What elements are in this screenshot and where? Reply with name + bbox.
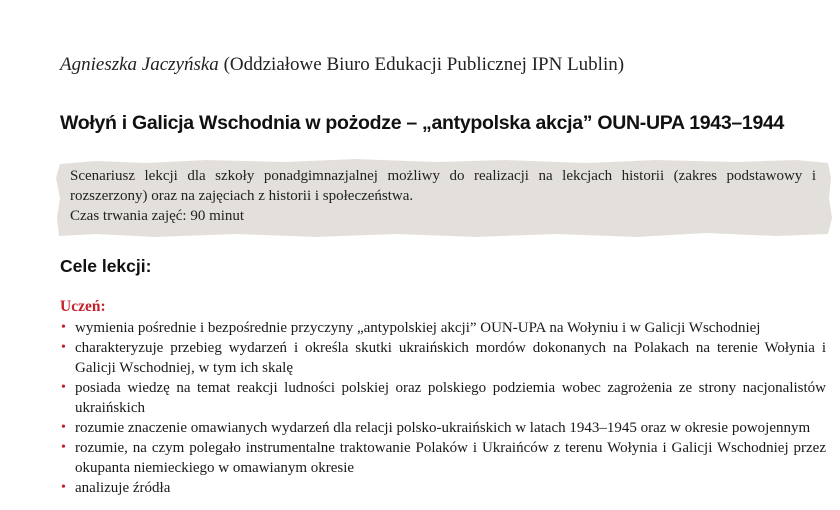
list-item (60, 338, 826, 378)
list-item (60, 438, 826, 478)
list-item (60, 418, 826, 438)
list-item (60, 318, 826, 338)
section-heading: Cele lekcji: (60, 256, 152, 276)
objective-text: charakteryzuje przebieg wydarzeń i określa skutki ukraińskich mordów dokonanych na Polakach na terenie Wołynia i Galicji Wschodniej, w tym ich skalę (75, 340, 826, 376)
objective-text: wymienia pośrednie i bezpośrednie przyczyny „antypolskiej akcji” OUN-UPA na Wołyniu i w Galicji Wschodniej (75, 320, 761, 336)
bullet-icon: • (61, 340, 66, 355)
info-box-text (70, 166, 816, 226)
bullet-icon: • (61, 320, 66, 335)
bullet-icon: • (61, 440, 66, 455)
objective-text: rozumie znaczenie omawianych wydarzeń dla relacji polsko-ukraińskich w latach 1943–1945 oraz w okresie powojennym (75, 420, 811, 436)
author-name: Agnieszka Jaczyńska (60, 54, 219, 75)
bullet-icon: • (61, 420, 66, 435)
objectives-list (60, 318, 826, 498)
author-affiliation: (Oddziałowe Biuro Edukacji Publicznej IPN Lublin) (223, 54, 625, 75)
bullet-icon: • (61, 480, 66, 495)
list-item (60, 478, 826, 498)
lesson-duration: Czas trwania zajęć: 90 minut (70, 208, 245, 224)
objective-text: analizuje źródła (75, 480, 171, 496)
objective-text: rozumie, na czym polegało instrumentalne traktowanie Polaków i Ukraińców z terenu Wołynia i Galicji Wschodniej przez okupanta niemieckiego w omawianym okresie (75, 440, 826, 476)
lesson-description: Scenariusz lekcji dla szkoły ponadgimnazjalnej możliwy do realizacji na lekcjach historii (zakres podstawowy i rozszerzony) oraz na zajęciach z historii i społeczeństwa. (70, 168, 816, 204)
student-label: Uczeń: (60, 298, 106, 315)
page-title: Wołyń i Galicja Wschodnia w pożodze – „antypolska akcja” OUN-UPA 1943–1944 (60, 112, 785, 134)
bullet-icon: • (61, 380, 66, 395)
list-item (60, 378, 826, 418)
lesson-info-box (56, 158, 832, 238)
objective-text: posiada wiedzę na temat reakcji ludności polskiej oraz polskiego podziemia wobec zagrożenia ze strony nacjonalistów ukraińskich (75, 380, 826, 416)
author-line (60, 54, 624, 76)
